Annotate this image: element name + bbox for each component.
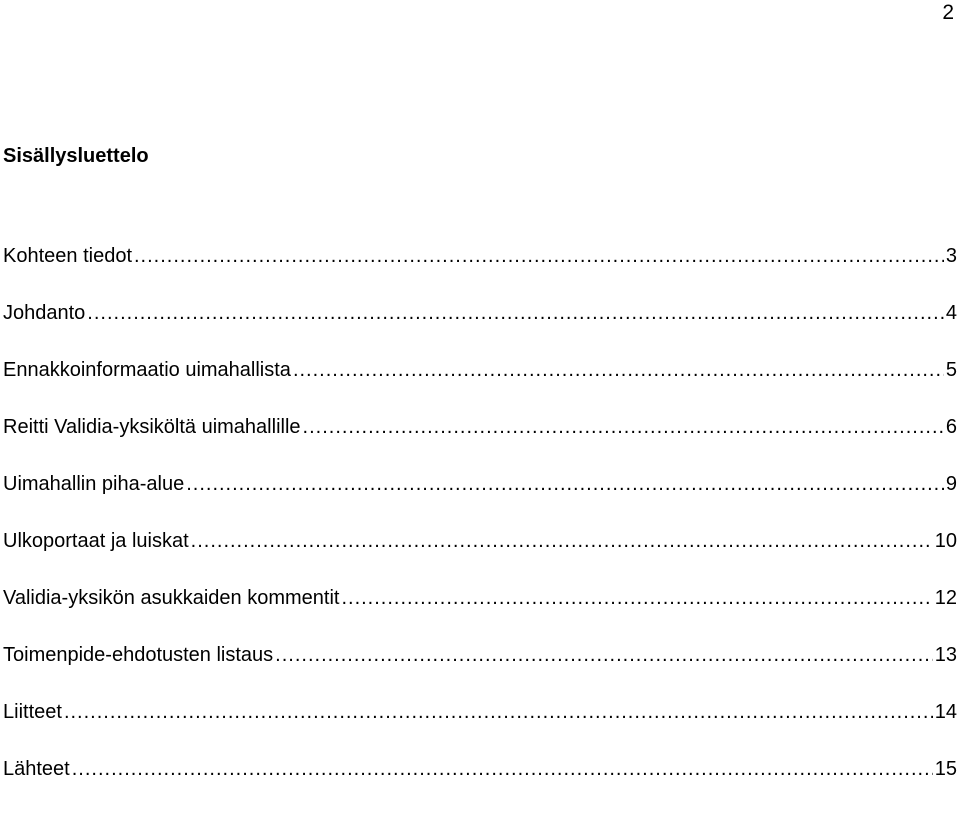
toc-dot-leader [134,243,944,269]
toc-entry-page: 14 [934,701,957,723]
toc-dot-leader [72,756,933,782]
toc-dot-leader [64,699,933,725]
toc-entry-title[interactable]: Toimenpide-ehdotusten listaus [3,644,274,666]
toc-entry-title[interactable]: Kohteen tiedot [3,245,132,267]
toc-entry-page: 15 [934,758,957,780]
toc-entry-johdanto[interactable] [3,300,957,357]
toc-entry-ulkoportaat[interactable] [3,528,957,585]
toc-entry-page: 5 [945,359,957,381]
toc-entry-title[interactable]: Liitteet [3,701,62,723]
toc-dot-leader [275,642,933,668]
toc-entry-page: 3 [945,245,957,267]
toc-entry-lahteet[interactable] [3,756,957,813]
toc-entry-title[interactable]: Johdanto [3,302,86,324]
toc-dot-leader [87,300,944,326]
toc-entry-reitti[interactable] [3,414,957,471]
toc-entry-page: 9 [945,473,957,495]
toc-entry-page: 10 [934,530,957,552]
toc-entry-title[interactable]: Validia-yksikön asukkaiden kommentit [3,587,340,609]
toc-dot-leader [303,414,944,440]
toc-dot-leader [293,357,944,383]
toc-entry-ennakkoinformaatio[interactable] [3,357,957,414]
toc-entry-title[interactable]: Ennakkoinformaatio uimahallista [3,359,291,381]
toc-entry-title[interactable]: Ulkoportaat ja luiskat [3,530,189,552]
toc-entry-page: 12 [934,587,957,609]
toc-entry-title[interactable]: Reitti Validia-yksiköltä uimahallille [3,416,301,438]
toc-heading: Sisällysluettelo [3,145,149,167]
table-of-contents [3,243,957,813]
toc-dot-leader [186,471,944,497]
toc-entry-asukkaiden-kommentit[interactable] [3,585,957,642]
toc-entry-title[interactable]: Lähteet [3,758,70,780]
toc-entry-page: 6 [945,416,957,438]
toc-entry-piha-alue[interactable] [3,471,957,528]
toc-entry-kohteen-tiedot[interactable] [3,243,957,300]
toc-entry-title[interactable]: Uimahallin piha-alue [3,473,185,495]
toc-entry-liitteet[interactable] [3,699,957,756]
toc-entry-page: 13 [934,644,957,666]
toc-entry-toimenpide-ehdotukset[interactable] [3,642,957,699]
toc-entry-page: 4 [945,302,957,324]
toc-dot-leader [191,528,933,554]
page-number: 2 [942,1,954,24]
toc-dot-leader [341,585,932,611]
